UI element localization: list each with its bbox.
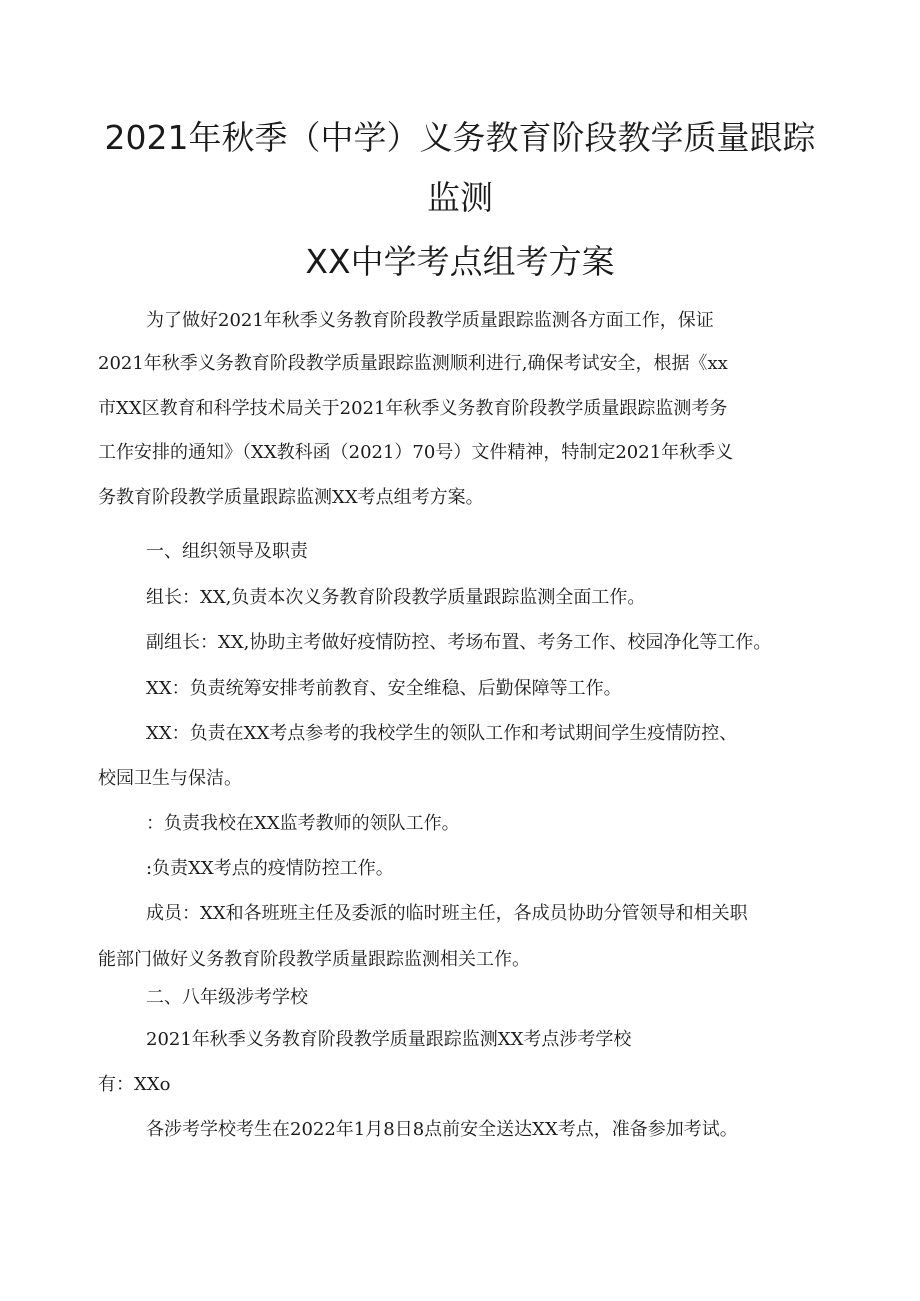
section-1-line-4: XX：负责在XX考点参考的我校学生的领队工作和考试期间学生疫情防控、 <box>146 723 738 744</box>
section-1-line-8: 成员：XX和各班班主任及委派的临时班主任，各成员协助分管领导和相关职 <box>146 903 748 924</box>
document-subtitle: XX中学考点组考方案 <box>305 242 615 281</box>
intro-line-5: 务教育阶段教学质量跟踪监测XX考点组考方案。 <box>98 487 484 508</box>
section-2-line-2: 有：XXo <box>98 1074 171 1095</box>
document-title-line-2: 监测 <box>427 178 493 217</box>
intro-line-2: 2021年秋季义务教育阶段教学质量跟踪监测顺利进行,确保考试安全，根据《xx <box>98 353 728 374</box>
section-2-heading: 二、八年级涉考学校 <box>146 987 308 1008</box>
section-2-line-3: 各涉考学校考生在2022年1月8日8点前安全送达XX考点，准备参加考试。 <box>146 1119 738 1140</box>
section-1-line-1: 组长：XX,负责本次义务教育阶段教学质量跟踪监测全面工作。 <box>146 587 646 608</box>
section-2-line-1: 2021年秋季义务教育阶段教学质量跟踪监测XX考点涉考学校 <box>146 1029 632 1050</box>
intro-line-3: 市XX区教育和科学技术局关于2021年秋季义务教育阶段教学质量跟踪监测考务 <box>98 398 728 419</box>
section-1-line-6: ：负责我校在XX监考教师的领队工作。 <box>146 813 460 834</box>
section-1-line-2: 副组长：XX,协助主考做好疫情防控、考场布置、考务工作、校园净化等工作。 <box>146 632 772 653</box>
section-1-heading: 一、组织领导及职责 <box>146 541 308 562</box>
section-1-line-5: 校园卫生与保洁。 <box>98 768 242 789</box>
section-1-line-3: XX：负责统筹安排考前教育、安全维稳、后勤保障等工作。 <box>146 678 622 699</box>
intro-line-1: 为了做好2021年秋季义务教育阶段教学质量跟踪监测各方面工作，保证 <box>146 310 714 331</box>
document-title-line-1: 2021年秋季（中学）义务教育阶段教学质量跟踪 <box>104 118 816 157</box>
section-1-line-9: 能部门做好义务教育阶段教学质量跟踪监测相关工作。 <box>98 949 530 970</box>
intro-line-4: 工作安排的通知》（XX教科函（2021）70号）文件精神，特制定2021年秋季义 <box>98 442 734 463</box>
section-1-line-7: :负责XX考点的疫情防控工作。 <box>146 858 394 879</box>
